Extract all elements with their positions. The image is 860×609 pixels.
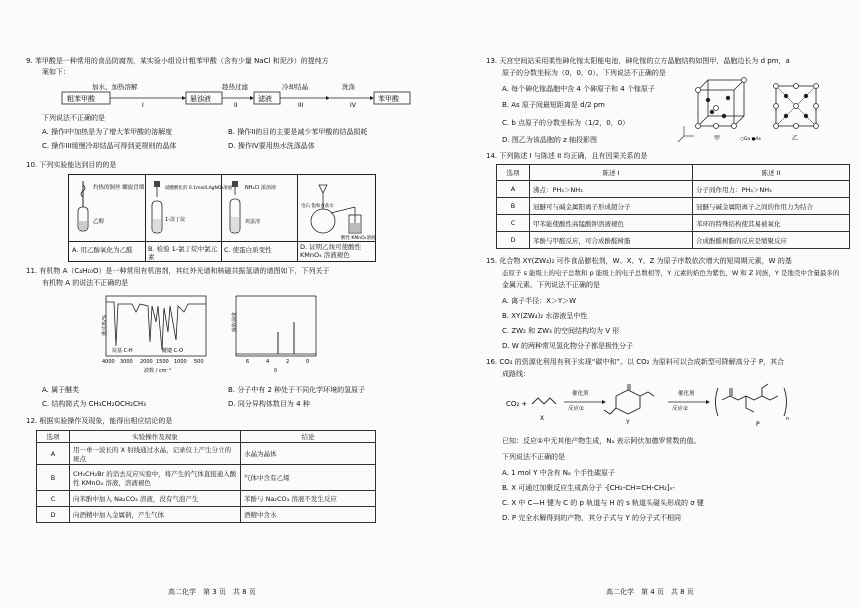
q15-stem-line1: 15. 化合物 XY(ZW₄)₂ 可作食品膨松剂，W、X、Y、Z 为原子序数依次增大的短周期元素，W 的基 xyxy=(486,257,792,265)
scheme-reaction-2: 反应② xyxy=(672,406,688,412)
apparatus-d-label-1: 电石 饱和食盐水 xyxy=(301,204,334,209)
q14-row-b-s1: 冠醚可与碱金属阳离子形成超分子 xyxy=(530,198,693,215)
q13-option-b: B. As 原子间最短距离是 d/2 pm xyxy=(502,101,605,109)
q16-synthesis-scheme xyxy=(506,382,846,428)
q16-option-c: C. X 中 C—H 键为 C 的 p 轨道与 H 的 s 轨道头碰头形成的 σ 键 xyxy=(502,499,704,507)
q12-row-a-operation: 用一单一波长的 X 射线通过水晶，记录仪上产生分立的斑点 xyxy=(70,443,241,465)
scheme-reaction-1: 反应① xyxy=(568,406,584,412)
q9-option-c: C. 操作III缓慢冷却结晶可得到更规则的晶体 xyxy=(42,142,177,150)
scheme-cat-1: 催化剂 xyxy=(572,391,589,397)
q11-option-c: C. 结构简式为 CH₃CH₂OCH₂CH₃ xyxy=(42,400,146,408)
ir-tick-6: 500 xyxy=(194,359,204,365)
ir-tick-4: 1500 xyxy=(156,359,169,365)
apparatus-b xyxy=(149,177,233,239)
q16-prompt: 下列说法不正确的是 xyxy=(502,453,565,461)
q9-box-3-text: 滤液 xyxy=(258,95,272,103)
nmr-tick-4: 0 xyxy=(306,359,310,365)
q10-apparatus-grid xyxy=(68,174,376,262)
q15-option-a: A. 离子半径：X＞Y＞W xyxy=(502,297,577,305)
q9-stem-line2: 案如下： xyxy=(42,68,70,76)
q14-row-c-s2: 苯环的特殊结构使其易被氧化 xyxy=(693,215,850,232)
q9-roman-3: III xyxy=(298,102,304,109)
q10-option-a: A. 用乙醇氧化为乙醛 xyxy=(72,246,133,254)
q9-box-4-text: 苯甲酸 xyxy=(378,95,399,103)
scheme-x: X xyxy=(540,415,545,422)
q12-row-d-option: D xyxy=(37,507,70,523)
q12-table xyxy=(36,430,376,523)
ir-ylabel: 透过率/% xyxy=(102,314,108,336)
q13-option-c: C. b 点原子的分数坐标为（1/2，0，0） xyxy=(502,119,630,127)
q9-roman-1: I xyxy=(142,102,144,109)
nmr-xlabel: δ xyxy=(274,368,278,374)
q14-row-d-s1: 苯酚与甲醛反应，可合成酚醛树脂 xyxy=(530,232,693,249)
q9-step-3: 冷却结晶 xyxy=(282,83,308,91)
q12-header-operation: 实验操作及现象 xyxy=(70,431,241,443)
q12-stem: 12. 根据实验操作及现象，能得出相应结论的是 xyxy=(26,417,173,425)
q14-row-c-option: C xyxy=(497,215,530,232)
q15-option-b: B. XY(ZW₄)₂ 水溶液呈中性 xyxy=(502,312,588,320)
unit-cell-jia xyxy=(678,78,747,143)
q12-row-a-option: A xyxy=(37,443,70,465)
q16-option-b: B. X 可通过加聚反应生成高分子 -[CH₂-CH=CH-CH₂]ₙ- xyxy=(502,484,675,492)
apparatus-c-label-2: 鸡蛋清 xyxy=(245,219,261,225)
q14-row-a-s1: 沸点：PH₃＞NH₃ xyxy=(530,181,693,198)
q10-option-c: C. 使蛋白质变性 xyxy=(224,246,272,254)
q12-row-a-conclusion: 水晶为晶体 xyxy=(241,443,376,465)
apparatus-a-label-1: 灼热的铜丝 螺旋冒烟 xyxy=(93,185,145,191)
scheme-cat-2: 催化剂 xyxy=(678,391,695,397)
apparatus-b-label-2: 1-溴丁烷 xyxy=(165,217,185,223)
q12-row-d-operation: 向酒精中加入金属钠，产生气体 xyxy=(70,507,241,523)
q9-prompt: 下列说法不正确的是 xyxy=(42,114,105,122)
q14-row-b-option: B xyxy=(497,198,530,215)
apparatus-d-label-2: 酸性 KMnO₄溶液 xyxy=(341,236,376,241)
apparatus-a-label-2: 乙醇 xyxy=(93,219,105,225)
q11-stem-line1: 11. 有机物 A（C₄H₁₀O）是一种常用有机溶剂，其红外光谱和核磁共振氢谱的谱图如下，下列关于 xyxy=(26,267,330,275)
apparatus-c xyxy=(225,177,295,239)
q9-option-d: D. 操作IV要用热水洗涤晶体 xyxy=(228,142,315,150)
q16-option-a: A. 1 mol Y 中含有 Nₐ 个手性碳原子 xyxy=(502,469,615,477)
nmr-tick-3: 2 xyxy=(286,359,290,365)
q16-stem-line1: 16. CO₂ 的资源化利用有利于实现“碳中和”。以 CO₂ 为原料可以合成新型可降解高分子 P，其合 xyxy=(486,358,785,366)
q15-stem-line3: 金属元素。下列说法不正确的是 xyxy=(502,281,600,289)
q12-row-c-option: C xyxy=(37,491,70,507)
ir-tick-1: 4000 xyxy=(102,359,115,365)
ir-note-1: 烷基 C-H xyxy=(112,348,133,354)
apparatus-b-label-1: 硝酸酸化的 0.1mol/LAgNO₃溶液 xyxy=(165,186,233,191)
q9-step-2: 趁热过滤 xyxy=(222,83,248,91)
page-4 xyxy=(430,0,860,609)
q9-box-1-text: 粗苯甲酸 xyxy=(67,95,95,103)
q12-row-b-conclusion: 气体中含有乙烯 xyxy=(241,465,376,491)
q14-row-a-s2: 分子间作用力：PH₃＞NH₃ xyxy=(693,181,850,198)
q12-row-c-operation: 向苯酚中加入 Na₂CO₃ 溶液，没有气泡产生 xyxy=(70,491,241,507)
q10-stem: 10. 下列实验能达到目的的是 xyxy=(26,161,117,169)
q14-table xyxy=(496,164,850,249)
q14-row-b-s2: 冠醚与碱金属阳离子之间的作用力为结合 xyxy=(693,198,850,215)
q11-option-d: D. 同分异构体数目为 4 种 xyxy=(228,400,310,408)
q14-header-option: 选项 xyxy=(497,165,530,181)
q10-option-d: D. 证明乙炔可使酸性 KMnO₄ 溶液褪色 xyxy=(300,243,362,259)
q11-option-b: B. 分子中有 2 种处于不同化学环境的氢原子 xyxy=(228,386,366,394)
apparatus-a xyxy=(73,177,143,239)
q9-step-4: 洗涤 xyxy=(342,83,355,91)
q15-option-d: D. W 的两种常见氢化物分子都是极性分子 xyxy=(502,342,633,350)
fig-label-yi: 乙 xyxy=(792,135,799,142)
q14-row-d-option: D xyxy=(497,232,530,249)
q12-row-c-conclusion: 苯酚与 Na₂CO₃ 溶液不发生反应 xyxy=(241,491,376,507)
q9-step-1: 加水、加热溶解 xyxy=(92,83,138,91)
fig-label-jia: 甲 xyxy=(714,135,721,142)
q9-stem-line1: 9. 苯甲酸是一种常用的食品防腐剂，某实验小组设计粗苯甲酸（含有少量 NaCl 和泥沙）的提纯方 xyxy=(26,57,329,65)
q15-option-c: C. ZW₂ 和 ZW₃ 的空间结构均为 V 形 xyxy=(502,327,620,335)
q11-stem-line2: 有机物 A 的说法不正确的是 xyxy=(42,279,129,287)
q11-option-a: A. 属于醚类 xyxy=(42,386,80,394)
q9-roman-4: IV xyxy=(350,102,356,109)
q10-option-b: B. 检验 1-氯丁烷中氯元素 xyxy=(148,245,218,261)
scheme-polymer-n: n xyxy=(786,416,790,422)
q13-option-a: A. 每个砷化镓晶胞中含 4 个砷原子和 4 个镓原子 xyxy=(502,85,655,93)
ir-xlabel: 波数 / cm⁻¹ xyxy=(144,368,172,374)
q9-box-2-text: 悬浊液 xyxy=(190,95,211,103)
nmr-spectrum xyxy=(222,292,322,378)
q14-row-c-s1: 甲苯能使酸性高锰酸钾溶液褪色 xyxy=(530,215,693,232)
nmr-tick-2: 4 xyxy=(266,359,270,365)
ir-tick-5: 1000 xyxy=(174,359,187,365)
q13-legend: ○Ga ●As xyxy=(740,137,761,142)
q16-note: 已知：反应①中无其他产物生成，Nₐ 表示阿伏加德罗常数的值。 xyxy=(502,437,701,445)
nmr-tick-1: 6 xyxy=(246,359,250,365)
q14-header-statement-1: 陈述 I xyxy=(530,165,693,181)
q16-option-d: D. P 完全水解得到的产物，其分子式与 Y 的分子式不相同 xyxy=(502,514,682,522)
q16-stem-line2: 成路线： xyxy=(502,370,530,378)
q13-option-d: D. 图乙为该晶胞的 z 轴投影图 xyxy=(502,136,597,144)
apparatus-c-label-1: NH₄Cl 浓溶液 xyxy=(245,185,276,191)
q15-stem-line2: 态原子 s 能级上的电子总数和 p 能级上的电子总数相等，Y 元素的焰色为紫色，W 和 Z 同族，Y 是地壳中含量最多的 xyxy=(502,269,840,277)
page-3-footer: 高二化学 第 3 页 共 8 页 xyxy=(168,588,256,596)
page-4-footer: 高二化学 第 4 页 共 8 页 xyxy=(606,588,694,596)
scheme-p: P xyxy=(756,421,760,428)
ir-note-2: 醚键 C-O xyxy=(162,348,183,354)
q13-stem-line1: 13. 天宫空间站采用柔性砷化镓太阳能电池，砷化镓的立方晶胞结构如图甲，晶胞边长为 d pm，a xyxy=(486,57,790,65)
q14-stem: 14. 下列陈述 I 与陈述 II 均正确，且有因果关系的是 xyxy=(486,152,648,160)
q9-option-b: B. 操作II的目的主要是减少苯甲酸的结晶损耗 xyxy=(228,128,368,136)
q12-row-d-conclusion: 酒精中含水 xyxy=(241,507,376,523)
q12-header-conclusion: 结论 xyxy=(241,431,376,443)
projection-yi xyxy=(774,84,819,143)
q9-flow-diagram xyxy=(60,80,420,108)
q13-stem-line2: 原子的分数坐标为（0，0，0）。下列说法不正确的是 xyxy=(502,69,666,77)
ir-tick-3: 2000 xyxy=(140,359,153,365)
scheme-co2: CO₂ + xyxy=(506,400,528,408)
q14-row-d-s2: 合成酚醛树脂的反应是缩聚反应 xyxy=(693,232,850,249)
scheme-y: Y xyxy=(626,419,630,426)
q12-row-b-operation: CH₃CH₂Br 的消去反应实验中，将产生的气体直接通入酸性 KMnO₄ 溶液，溶液褪色 xyxy=(70,465,241,491)
ir-tick-2: 3000 xyxy=(120,359,133,365)
q12-row-b-option: B xyxy=(37,465,70,491)
ir-spectrum xyxy=(92,292,210,378)
q9-roman-2: II xyxy=(234,102,238,109)
q9-option-a: A. 操作I中加热是为了增大苯甲酸的溶解度 xyxy=(42,128,173,136)
q12-header-option: 选项 xyxy=(37,431,70,443)
q13-crystal-figures xyxy=(678,74,838,144)
apparatus-d xyxy=(301,177,376,241)
nmr-ylabel: 吸收强度 xyxy=(232,311,238,332)
q14-row-a-option: A xyxy=(497,181,530,198)
q14-header-statement-2: 陈述 II xyxy=(693,165,850,181)
